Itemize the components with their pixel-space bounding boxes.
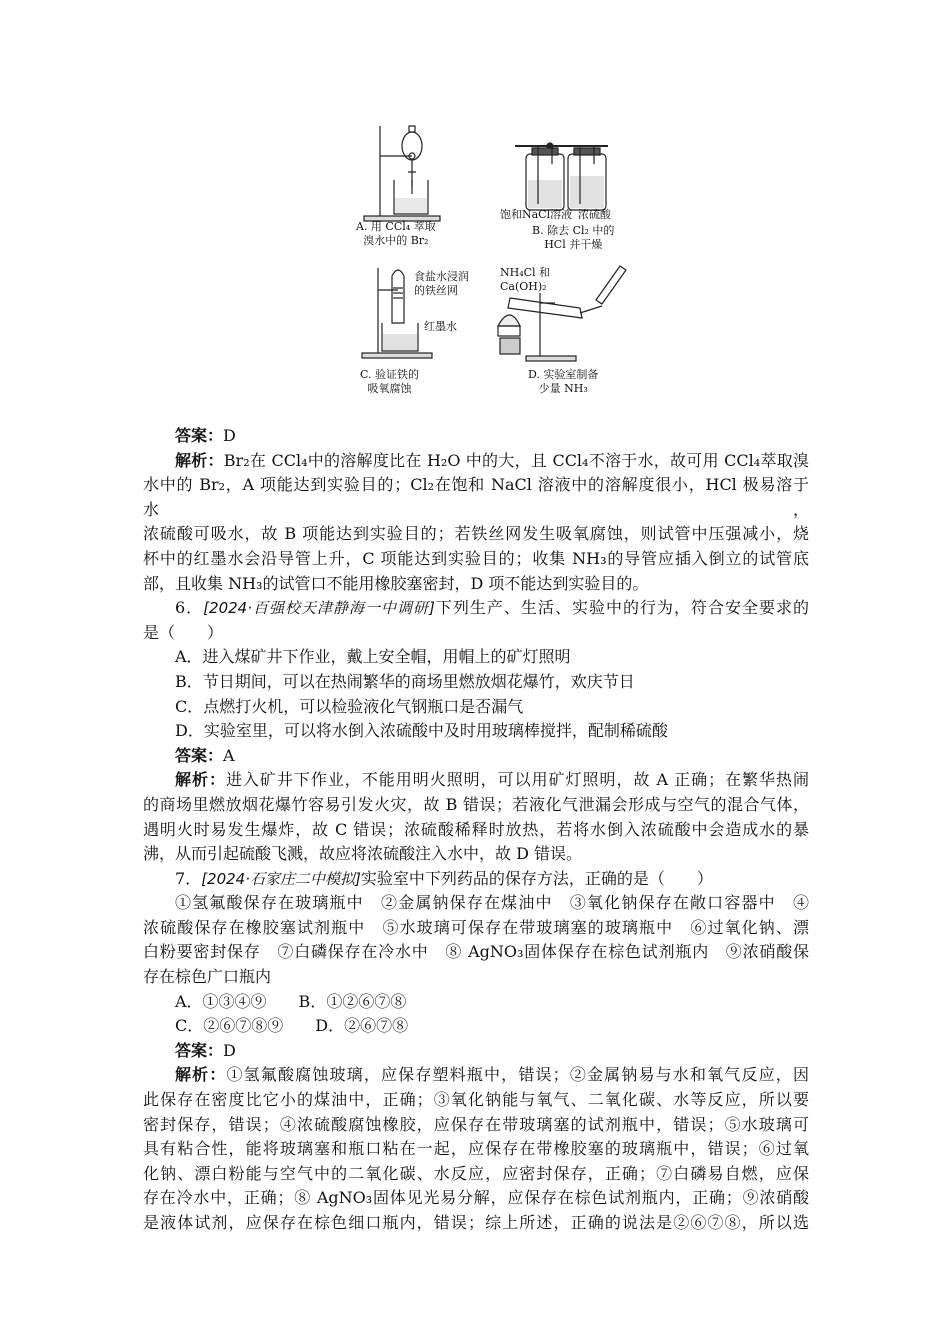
q7-options-row: C．②⑥⑦⑧⑨ D．②⑥⑦⑧	[175, 1016, 409, 1036]
apparatus-d-label-top: NH₄Cl 和 Ca(OH)₂	[500, 266, 551, 293]
q7-analysis-line: 此保存在密度比它小的煤油中，正确；③氧化钠能与氧气、二氧化碳、水等反应，所以要	[143, 1090, 809, 1110]
q7-analysis-line: 是液体试剂，应保存在棕色细口瓶内，错误；综上所述，正确的说法是②⑥⑦⑧，所以选	[143, 1213, 809, 1232]
apparatus-b-label-left: 饱和NaCl溶液	[500, 208, 573, 221]
q6-analysis-line: 的商场里燃放烟花爆竹容易引发火灾，故 B 错误；若液化气泄漏会形成与空气的混合气体，	[143, 794, 809, 814]
q5-analysis-line: 水中的 Br₂，A 项能达到实验目的；Cl₂在饱和 NaCl 溶液中的溶解度很小，HCl 极易溶于水，	[143, 475, 809, 519]
q5-analysis-line: 解析：Br₂在 CCl₄中的溶解度比在 H₂O 中的大，且 CCl₄不溶于水，故可用 CCl₄萃取溴	[175, 450, 809, 470]
q6-option-a: A．进入煤矿井下作业，戴上安全帽，用帽上的矿灯照明	[175, 647, 571, 667]
q7-analysis-line: 密封保存，错误；④浓硫酸腐蚀橡胶，应保存在带玻璃塞的试剂瓶中，错误；⑤水玻璃可	[143, 1114, 809, 1134]
q7-answer: 答案：D	[175, 1040, 236, 1060]
apparatus-c-label-mid: 红墨水	[424, 320, 457, 333]
q6-stem-cont: 是（ ）	[143, 622, 224, 642]
q6-stem: 6．[2024·百强校天津静海一中调研]下列生产、生活、实验中的行为，符合安全要求的	[175, 598, 809, 618]
q7-stem: 7．[2024·石家庄二中模拟]实验室中下列药品的保存方法，正确的是（ ）	[175, 868, 713, 888]
q7-options-row: A．①③④⑨ B．①②⑥⑦⑧	[175, 991, 407, 1011]
apparatus-b-drawing	[515, 143, 608, 210]
apparatus-drawing	[350, 118, 630, 408]
q5-answer: 答案：D	[175, 426, 236, 445]
q6-analysis-line: 遇明火时易发生爆炸，故 C 错误；浓硫酸稀释时放热，若将水倒入浓硫酸中会造成水的暴	[143, 819, 809, 839]
q7-analysis-line: 解析：①氢氟酸腐蚀玻璃，应保存塑料瓶中，错误；②金属钠易与水和氧气反应，因	[175, 1065, 809, 1085]
apparatus-a-drawing	[364, 126, 440, 221]
apparatus-c-caption: C. 验证铁的 吸氧腐蚀	[360, 368, 420, 395]
q6-analysis-line: 解析：进入矿井下作业，不能用明火照明，可以用矿灯照明，故 A 正确；在繁华热闹	[175, 770, 809, 790]
q5-analysis-line: 部，且收集 NH₃的试管口不能用橡胶塞密封，D 项不能达到实验目的。	[143, 573, 649, 593]
q7-items-line: 浓硫酸保存在橡胶塞试剂瓶中 ⑤水玻璃可保存在带玻璃塞的玻璃瓶中 ⑥过氧化钠、漂	[143, 917, 809, 937]
q5-analysis-line: 杯中的红墨水会沿导管上升，C 项能达到实验目的；收集 NH₃的导管应插入倒立的试管底	[143, 548, 809, 568]
apparatus-d-caption: D. 实验室制备 少量 NH₃	[528, 368, 599, 395]
q7-analysis-line: 具有粘合性，能将玻璃塞和瓶口粘在一起，应保存在带橡胶塞的玻璃瓶中，错误；⑥过氧	[143, 1139, 809, 1159]
q7-items-line: ①氢氟酸保存在玻璃瓶中 ②金属钠保存在煤油中 ③氧化钠保存在敞口容器中 ④	[175, 893, 809, 913]
q6-answer: 答案：A	[175, 745, 235, 765]
q7-analysis-line: 化钠、漂白粉能与空气中的二氧化碳、水反应，应密封保存，正确；⑦白磷易自燃，应保	[143, 1163, 809, 1183]
q7-items-line: 存在棕色广口瓶内	[143, 967, 272, 987]
q6-analysis-line: 沸，从而引起硫酸飞溅，故应将浓硫酸注入水中，故 D 错误。	[143, 844, 583, 864]
q6-option-c: C．点燃打火机，可以检验液化气钢瓶口是否漏气	[175, 696, 524, 716]
apparatus-c-label-top: 食盐水浸润 的铁丝网	[414, 270, 469, 297]
apparatus-b-label-right: 浓硫酸	[578, 208, 611, 221]
q6-option-d: D．实验室里，可以将水倒入浓硫酸中及时用玻璃棒搅拌，配制稀硫酸	[175, 721, 668, 741]
apparatus-a-caption: A. 用 CCl₄ 萃取 溴水中的 Br₂	[356, 220, 436, 247]
q7-items-line: 白粉要密封保存 ⑦白磷保存在冷水中 ⑧ AgNO₃固体保存在棕色试剂瓶内 ⑨浓硝酸保	[143, 942, 809, 962]
q6-option-b: B．节日期间，可以在热闹繁华的商场里燃放烟花爆竹，欢庆节日	[175, 671, 635, 691]
apparatus-figure	[350, 118, 630, 408]
q7-analysis-line: 存在冷水中，正确；⑧ AgNO₃固体见光易分解，应保存在棕色试剂瓶内，正确；⑨浓硝酸	[143, 1188, 809, 1208]
apparatus-b-caption: B. 除去 Cl₂ 中的 HCl 并干燥	[532, 224, 615, 251]
q5-analysis-line: 浓硫酸可吸水，故 B 项能达到实验目的；若铁丝网发生吸氧腐蚀，则试管中压强减小，烧	[143, 524, 809, 544]
text-body	[143, 424, 809, 1236]
